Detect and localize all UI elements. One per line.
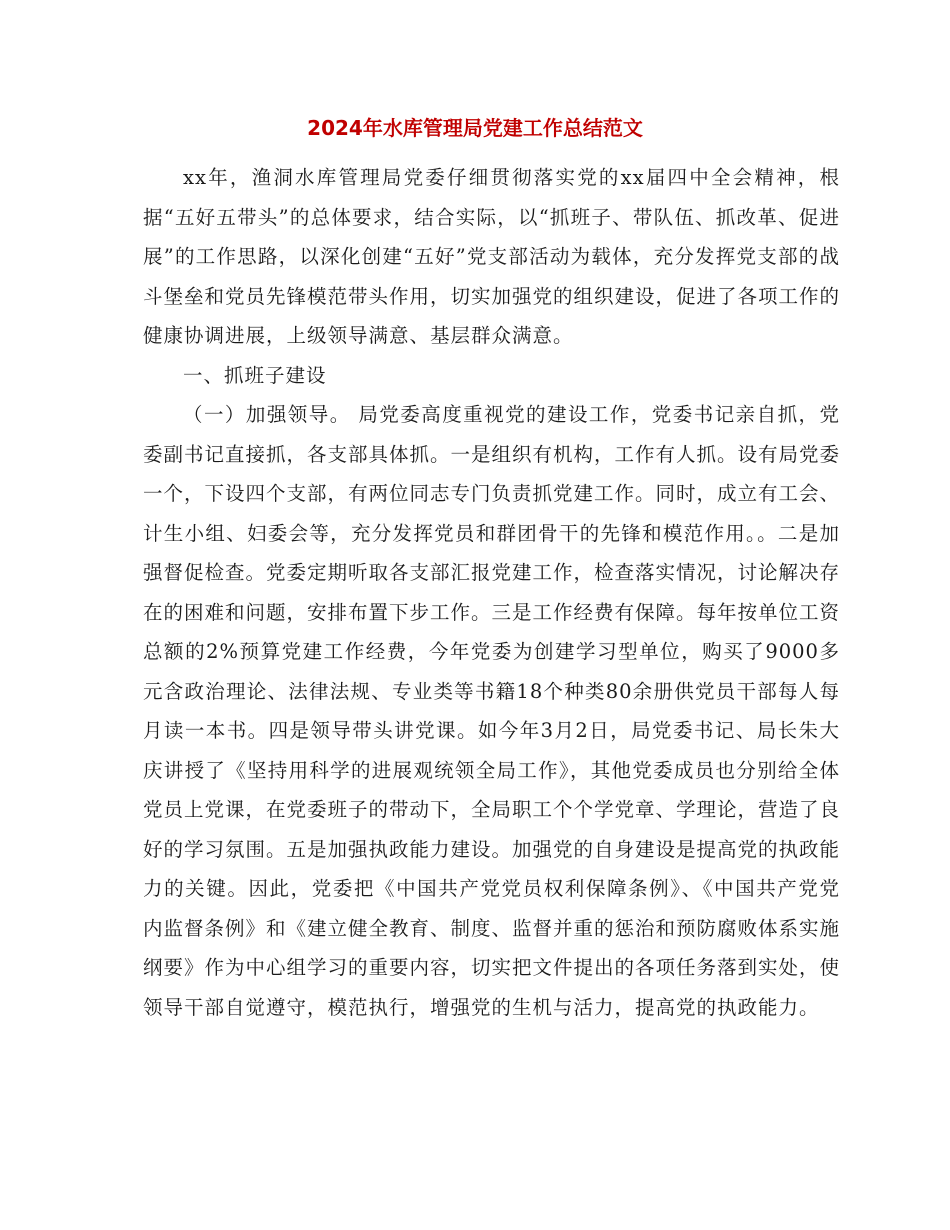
intro-paragraph: xx年，渔洞水库管理局党委仔细贯彻落实党的xx届四中全会精神，根据“五好五带头”的总体要求，结合实际，以“抓班子、带队伍、抓改革、促进展”的工作思路，以深化创建“五好”党支部活动为载体，充分发挥党支部的战斗堡垒和党员先锋模范带头作用，切实加强党的组织建设，促进了各项工作的健康协调进展，上级领导满意、基层群众满意。 xyxy=(143,166,841,347)
document-body xyxy=(143,158,840,1027)
section-paragraph: （一）加强领导。 局党委高度重视党的建设工作，党委书记亲自抓，党委副书记直接抓，各支部具体抓。一是组织有机构，工作有人抓。设有局党委一个，下设四个支部，有两位同志专门负责抓党建工作。同时，成立有工会、计生小组、妇委会等，充分发挥党员和群团骨干的先锋和模范作用。。二是加强督促检查。党委定期听取各支部汇报党建工作，检查落实情况，讨论解决存在的困难和问题，安排布置下步工作。三是工作经费有保障。每年按单位工资总额的2%预算党建工作经费，今年党委为创建学习型单位，购买了9000多元含政治理论、法律法规、专业类等书籍18个种类80余册供党员干部每人每月读一本书。四是领导带头讲党课。如今年3月2日，局党委书记、局长朱大庆讲授了《坚持用科学的进展观统领全局工作》，其他党委成员也分别给全体党员上党课，在党委班子的带动下，全局职工个个学党章、学理论，营造了良好的学习氛围。五是加强执政能力建设。加强党的自身建设是提高党的执政能力的关键。因此，党委把《中国共产党党员权利保障条例》、《中国共产党党内监督条例》和《建立健全教育、制度、监督并重的惩治和预防腐败体系实施纲要》作为中心组学习的重要内容，切实把文件提出的各项任务落到实处，使领导干部自觉遵守，模范执行，增强党的生机与活力，提高党的执政能力。 xyxy=(143,403,841,1019)
document-title: 2024年水库管理局党建工作总结范文 xyxy=(307,116,643,140)
section-heading: 一、抓班子建设 xyxy=(183,363,327,387)
